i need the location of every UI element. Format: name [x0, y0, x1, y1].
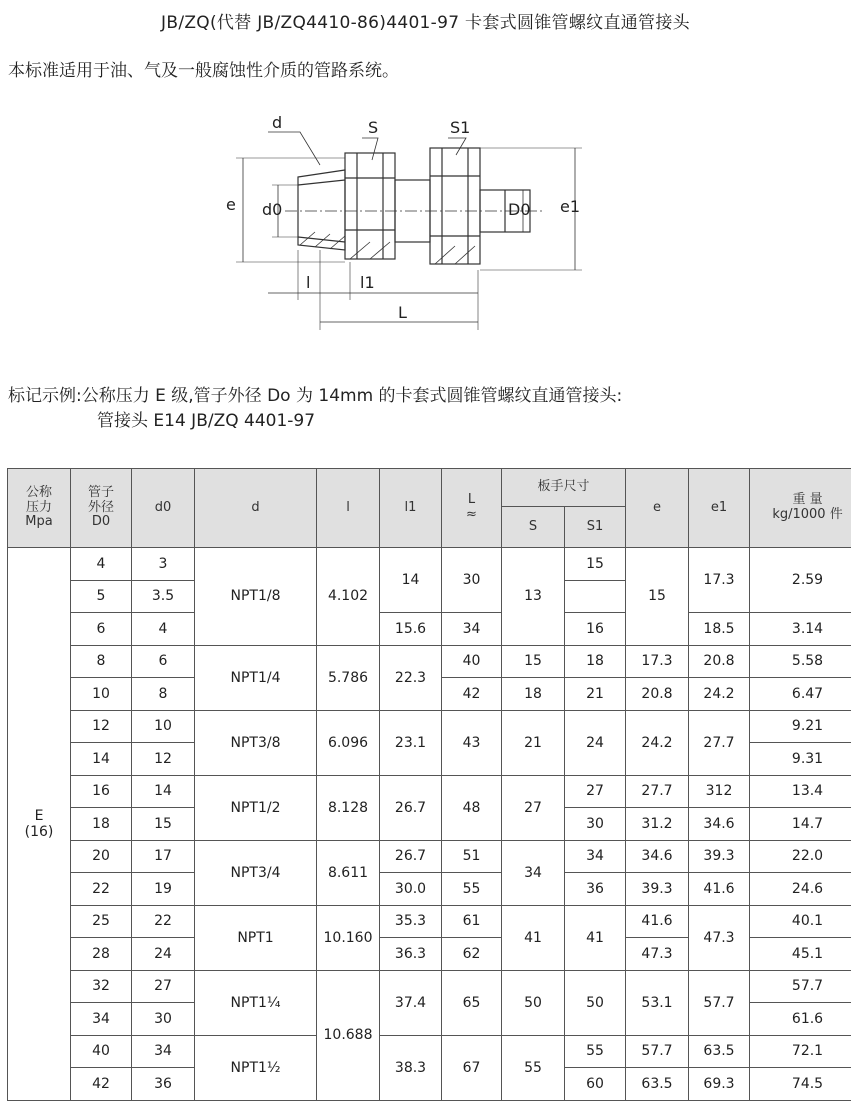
table-cell: 8.611	[317, 840, 380, 905]
nut-s1	[430, 148, 480, 264]
table-cell: 50	[565, 970, 626, 1035]
table-cell: 34	[565, 840, 626, 873]
table-cell: 8	[132, 678, 195, 711]
table-cell: 42	[71, 1068, 132, 1101]
table-cell: 40	[71, 1035, 132, 1068]
document-title: JB/ZQ(代替 JB/ZQ4410-86)4401-97 卡套式圆锥管螺纹直通管接头	[161, 13, 690, 33]
table-cell: 26.7	[380, 840, 442, 873]
table-cell: 12	[71, 710, 132, 743]
table-cell: 9.31	[750, 743, 851, 776]
table-cell: 50	[502, 970, 565, 1035]
table-cell: NPT3/4	[195, 840, 317, 905]
table-cell: 53.1	[626, 970, 689, 1035]
table-cell: 30	[565, 808, 626, 841]
hdr-pressure: 公称 压力 Mpa	[8, 469, 71, 548]
table-cell: 51	[442, 840, 502, 873]
hdr-l: l	[317, 469, 380, 548]
table-cell: 27.7	[689, 710, 750, 775]
table-cell: 10	[132, 710, 195, 743]
table-cell: 36	[132, 1068, 195, 1101]
table-cell: 15	[132, 808, 195, 841]
label-l: l	[306, 273, 311, 292]
label-d0: d0	[262, 200, 283, 219]
table-cell: 21	[502, 710, 565, 775]
table-cell: 18	[502, 678, 565, 711]
table-cell: 24.2	[626, 710, 689, 775]
table-cell: 65	[442, 970, 502, 1035]
table-cell: 26.7	[380, 775, 442, 840]
table-cell: 17.3	[626, 645, 689, 678]
marking-example-line1: 标记示例:公称压力 E 级,管子外径 Do 为 14mm 的卡套式圆锥管螺纹直通管接头:	[8, 386, 623, 406]
hdr-l1: l1	[380, 469, 442, 548]
hdr-e1: e1	[689, 469, 750, 548]
table-cell: 14	[380, 548, 442, 613]
table-cell: 35.3	[380, 905, 442, 938]
pressure-class: E (16)	[8, 548, 71, 1101]
table-cell: 18	[565, 645, 626, 678]
table-cell: 18	[71, 808, 132, 841]
label-s1: S1	[450, 118, 471, 137]
hdr-d0: d0	[132, 469, 195, 548]
table-cell: 16	[565, 613, 626, 646]
table-cell: 5	[71, 580, 132, 613]
marking-example-line2: 管接头 E14 JB/ZQ 4401-97	[97, 411, 316, 431]
table-cell: 6	[71, 613, 132, 646]
label-s: S	[368, 118, 379, 137]
table-cell: 34	[132, 1035, 195, 1068]
table-cell: 19	[132, 873, 195, 906]
table-cell: 24	[565, 710, 626, 775]
hdr-wrench: 板手尺寸	[502, 469, 626, 507]
table-cell: 2.59	[750, 548, 851, 613]
hdr-weight: 重 量 kg/1000 件	[750, 469, 851, 548]
hdr-tube-od: 管子 外径 D0	[71, 469, 132, 548]
table-cell: 24	[132, 938, 195, 971]
label-L: L	[398, 303, 407, 322]
table-cell: 45.1	[750, 938, 851, 971]
table-cell: 34.6	[689, 808, 750, 841]
table-cell: 312	[689, 775, 750, 808]
table-cell: 47.3	[689, 905, 750, 970]
table-cell: 15	[502, 645, 565, 678]
table-cell: 3	[132, 548, 195, 581]
table-cell: NPT1/2	[195, 775, 317, 840]
table-cell: 48	[442, 775, 502, 840]
table-cell: 17.3	[689, 548, 750, 613]
table-cell: 40.1	[750, 905, 851, 938]
table-cell: 5.786	[317, 645, 380, 710]
table-cell: 14.7	[750, 808, 851, 841]
table-cell: 4.102	[317, 548, 380, 646]
table-cell: 41.6	[626, 905, 689, 938]
table-cell: 74.5	[750, 1068, 851, 1101]
table-cell: 10	[71, 678, 132, 711]
table-cell: 14	[71, 743, 132, 776]
hex-s	[345, 153, 395, 259]
table-cell: 6.47	[750, 678, 851, 711]
table-cell: 30	[132, 1003, 195, 1036]
label-d: d	[272, 113, 283, 132]
table-cell: 9.21	[750, 710, 851, 743]
table-cell: 62	[442, 938, 502, 971]
table-cell: 36.3	[380, 938, 442, 971]
table-cell: 18.5	[689, 613, 750, 646]
table-cell: 27.7	[626, 775, 689, 808]
table-cell: 72.1	[750, 1035, 851, 1068]
table-cell: 39.3	[689, 840, 750, 873]
table-cell: 39.3	[626, 873, 689, 906]
table-cell: 20	[71, 840, 132, 873]
table-cell: 14	[132, 775, 195, 808]
table-cell: 40	[442, 645, 502, 678]
table-cell: 10.688	[317, 970, 380, 1100]
table-cell: 20.8	[689, 645, 750, 678]
table-cell: 57.7	[750, 970, 851, 1003]
hdr-S1: S1	[565, 507, 626, 548]
fitting-drawing	[0, 100, 851, 340]
hdr-e: e	[626, 469, 689, 548]
table-cell: 43	[442, 710, 502, 775]
table-cell: NPT3/8	[195, 710, 317, 775]
table-cell: 36	[565, 873, 626, 906]
table-cell: NPT1¹⁄₂	[195, 1035, 317, 1100]
table-cell: 38.3	[380, 1035, 442, 1100]
table-cell: NPT1/4	[195, 645, 317, 710]
table-cell: 8	[71, 645, 132, 678]
table-cell: 27	[502, 775, 565, 840]
table-cell: 22	[132, 905, 195, 938]
table-cell	[565, 580, 626, 613]
table-cell: 61.6	[750, 1003, 851, 1036]
table-cell: 13.4	[750, 775, 851, 808]
table-cell: 34	[502, 840, 565, 905]
table-cell: 55	[442, 873, 502, 906]
table-cell: 15.6	[380, 613, 442, 646]
label-D0: D0	[508, 200, 531, 219]
table-cell: 31.2	[626, 808, 689, 841]
table-cell: 13	[502, 548, 565, 646]
table-cell: 15	[565, 548, 626, 581]
label-l1: l1	[360, 273, 375, 292]
table-cell: 8.128	[317, 775, 380, 840]
table-cell: NPT1¹⁄₄	[195, 970, 317, 1035]
table-cell: 22	[71, 873, 132, 906]
table-cell: 41	[565, 905, 626, 970]
table-cell: 4	[132, 613, 195, 646]
table-cell: 21	[565, 678, 626, 711]
table-cell: 55	[565, 1035, 626, 1068]
table-cell: 61	[442, 905, 502, 938]
table-cell: 6.096	[317, 710, 380, 775]
table-cell: 30.0	[380, 873, 442, 906]
table-cell: NPT1/8	[195, 548, 317, 646]
table-cell: 5.58	[750, 645, 851, 678]
table-cell: 32	[71, 970, 132, 1003]
table-cell: 41.6	[689, 873, 750, 906]
table-cell: 25	[71, 905, 132, 938]
table-cell: 3.5	[132, 580, 195, 613]
table-cell: 42	[442, 678, 502, 711]
table-cell: 24.2	[689, 678, 750, 711]
table-cell: NPT1	[195, 905, 317, 970]
table-cell: 27	[565, 775, 626, 808]
table-cell: 55	[502, 1035, 565, 1100]
scope-statement: 本标准适用于油、气及一般腐蚀性介质的管路系统。	[8, 61, 399, 81]
table-cell: 22.0	[750, 840, 851, 873]
table-cell: 3.14	[750, 613, 851, 646]
table-cell: 47.3	[626, 938, 689, 971]
table-cell: 30	[442, 548, 502, 613]
table-cell: 15	[626, 548, 689, 646]
table-cell: 22.3	[380, 645, 442, 710]
table-cell: 63.5	[689, 1035, 750, 1068]
table-cell: 10.160	[317, 905, 380, 970]
table-cell: 67	[442, 1035, 502, 1100]
table-cell: 57.7	[626, 1035, 689, 1068]
table-cell: 20.8	[626, 678, 689, 711]
table-cell: 6	[132, 645, 195, 678]
label-e1: e1	[560, 197, 581, 216]
table-cell: 4	[71, 548, 132, 581]
table-cell: 37.4	[380, 970, 442, 1035]
table-cell: 60	[565, 1068, 626, 1101]
table-cell: 16	[71, 775, 132, 808]
hdr-d: d	[195, 469, 317, 548]
table-cell: 28	[71, 938, 132, 971]
table-cell: 17	[132, 840, 195, 873]
spec-table	[7, 468, 851, 1101]
table-cell: 34.6	[626, 840, 689, 873]
hdr-S: S	[502, 507, 565, 548]
hdr-L: L ≈	[442, 469, 502, 548]
table-cell: 23.1	[380, 710, 442, 775]
label-e: e	[226, 195, 236, 214]
table-cell: 34	[442, 613, 502, 646]
table-cell: 57.7	[689, 970, 750, 1035]
table-cell: 41	[502, 905, 565, 970]
table-cell: 27	[132, 970, 195, 1003]
table-cell: 12	[132, 743, 195, 776]
table-cell: 69.3	[689, 1068, 750, 1101]
table-cell: 24.6	[750, 873, 851, 906]
table-cell: 63.5	[626, 1068, 689, 1101]
table-cell: 34	[71, 1003, 132, 1036]
